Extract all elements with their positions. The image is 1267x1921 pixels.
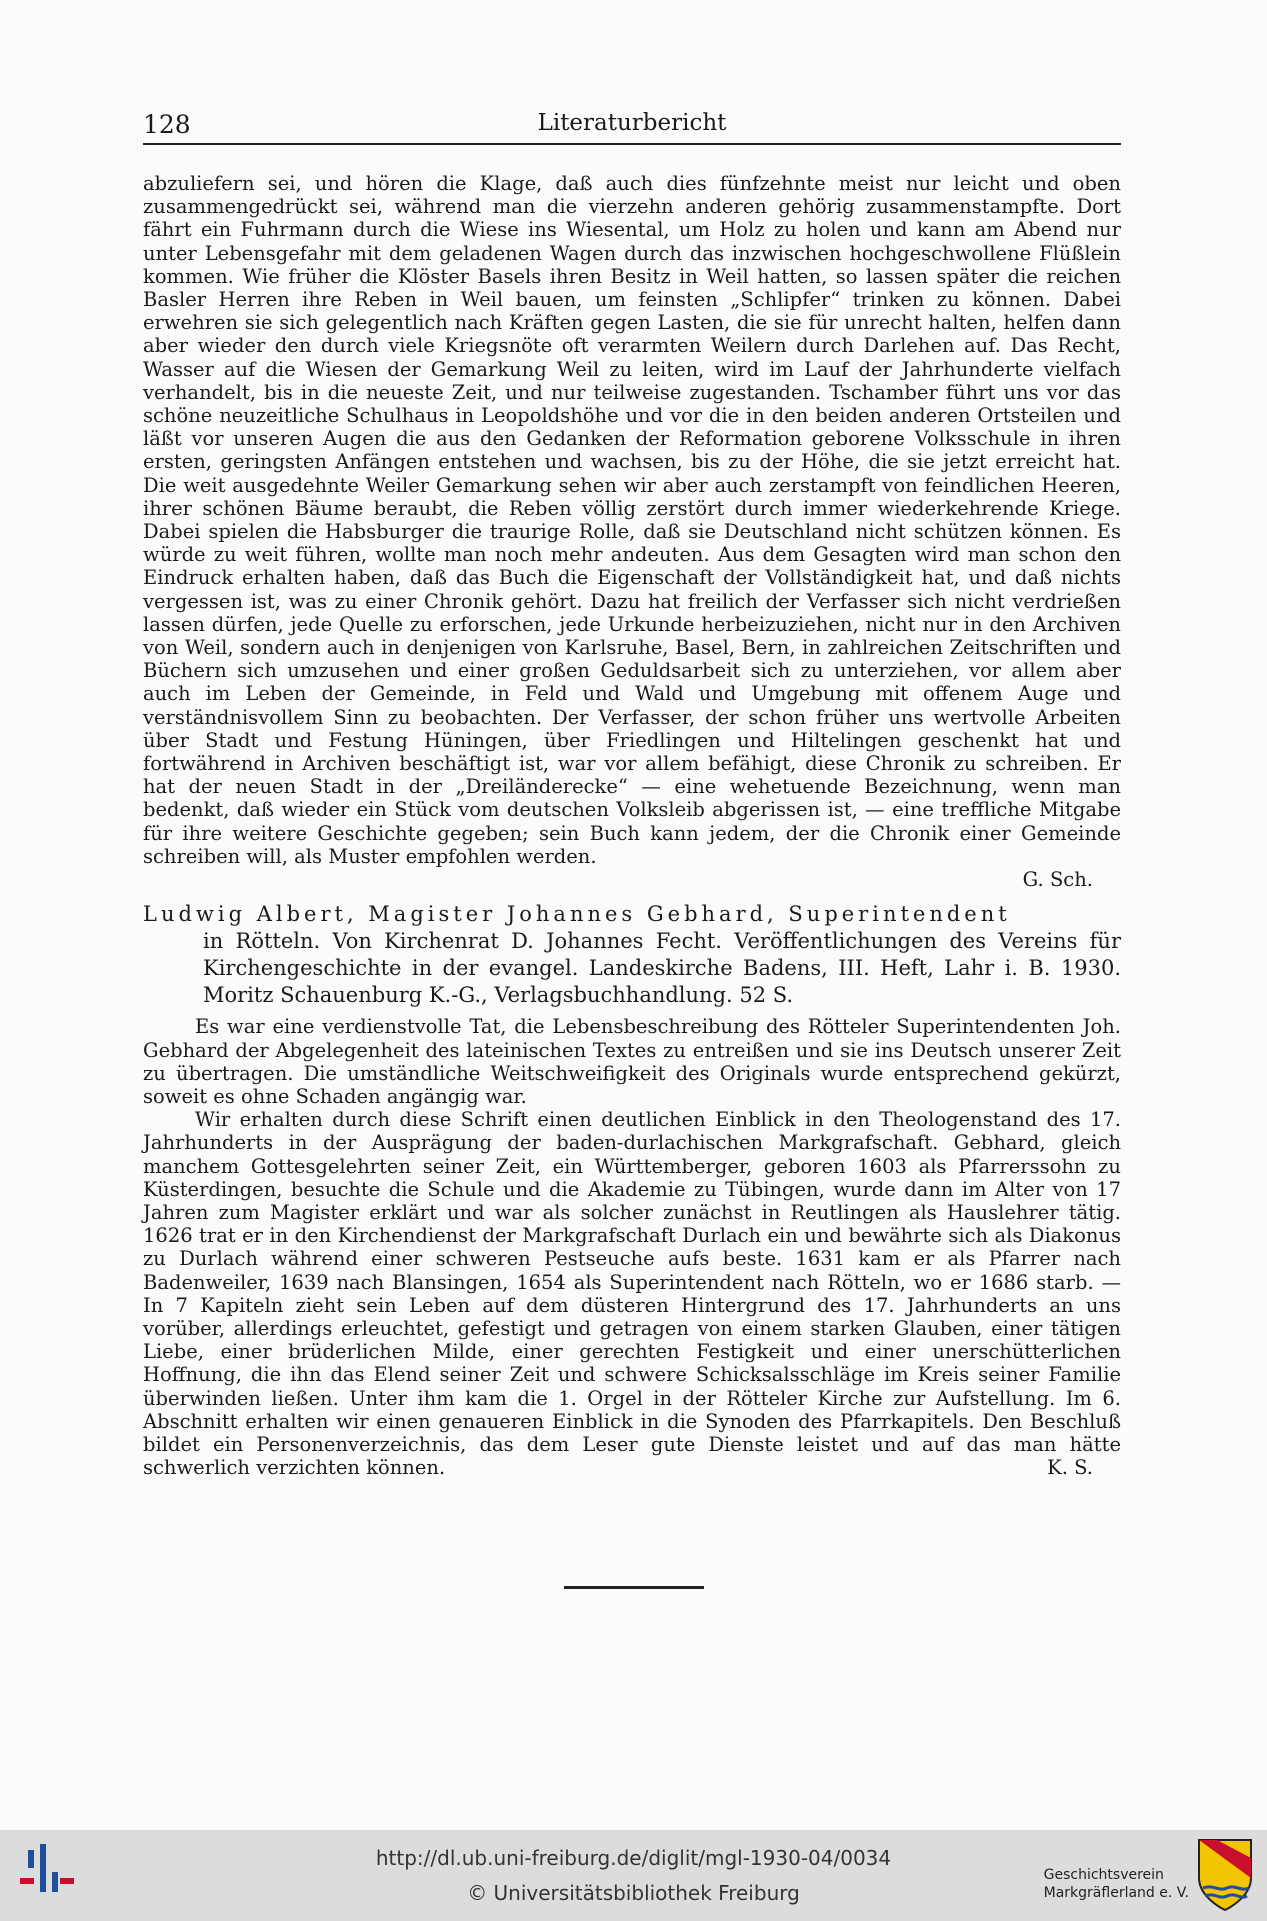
running-head: Literaturbericht xyxy=(537,110,727,136)
coat-of-arms-icon xyxy=(1197,1838,1253,1912)
society-name xyxy=(1044,1866,1189,1902)
review-signature-1: G. Sch. xyxy=(1022,868,1093,892)
society-line-2: Markgräflerland e. V. xyxy=(1043,1885,1189,1901)
bibliographic-entry xyxy=(143,901,1121,1009)
viewer-footer xyxy=(0,1830,1267,1921)
page-body xyxy=(143,172,1121,1479)
page-header xyxy=(143,108,1121,142)
review-paragraph-2: Es war eine verdienstvolle Tat, die Lebensbeschreibung des Rötteler Superintendenten Joh. Gebhard der Abgelegenheit des lateinischen Textes zu entreißen und sie ins Deutsch unserer Zeit zu übertragen. Die umständliche Weitschweifigkeit des Originals wurde entsprechend gekürzt, soweit es ohne Schaden angängig war. xyxy=(143,1015,1121,1108)
source-url-link[interactable]: http://dl.ub.uni-freiburg.de/diglit/mgl-1930-04/0034 xyxy=(375,1846,892,1870)
end-rule xyxy=(564,1586,704,1589)
header-rule xyxy=(143,143,1121,145)
review-paragraph-3 xyxy=(143,1108,1121,1479)
entry-title-line: Ludwig Albert, Magister Johannes Gebhard, Superintendent xyxy=(143,902,1011,927)
page-number: 128 xyxy=(143,110,191,139)
review-paragraph-3-text: Wir erhalten durch diese Schrift einen deutlichen Einblick in den Theologenstand des 17. Jahrhunderts in der Ausprägung der baden-durlachischen Markgrafschaft. Gebhard, gleich manchem Gottesgelehrten seiner Zeit, ein Württemberger, geboren 1603 als Pfarrerssohn zu Küsterdingen, besuchte die Schule und die Akademie zu Tübingen, wurde dann im Alter von 17 Jahren zum Magister erklärt und war als solcher zunächst in Reutlingen als Hauslehrer tätig. 1626 trat er in den Kirchendienst der Markgrafschaft Durlach ein und bewährte sich als Diakonus zu Durlach während einer schweren Pestseuche aufs beste. 1631 kam er als Pfarrer nach Badenweiler, 1639 nach Blansingen, 1654 als Superintendent nach Rötteln, wo er 1686 starb. — In 7 Kapiteln zieht sein Leben auf dem düsteren Hintergrund des 17. Jahrhunderts an uns vorüber, allerdings erleuchtet, gefestigt und getragen von einem starken Glauben, einer tätigen Liebe, einer brüderlichen Milde, einer gerechten Festigkeit und einer unerschütterlichen Hoffnung, die ihn das Elend seiner Zeit und schwere Schicksalsschläge im Kreis seiner Familie überwinden ließen. Unter ihm kam die 1. Orgel in der Rötteler Kirche zur Aufstellung. Im 6. Abschnitt erhalten wir einen genaueren Einblick in die Synoden des Pfarrkapitels. Den Beschluß bildet ein Personenverzeichnis, das dem Leser gute Dienste leistet und auf das man hätte schwerlich verzichten können. xyxy=(143,1108,1121,1480)
review-paragraph-1: abzuliefern sei, und hören die Klage, daß auch dies fünfzehnte meist nur leicht und oben zusammengedrückt sei, während man die vierzehn anderen gehörig zusammenstampfte. Dort fährt ein Fuhrmann durch die Wiese ins Wiesental, um Holz zu holen und kann am Abend nur unter Lebensgefahr mit dem geladenen Wagen durch das inzwischen hochgeschwollene Flüßlein kommen. Wie früher die Klöster Basels ihren Besitz in Weil hatten, so lassen später die reichen Basler Herren ihre Reben in Weil bauen, um feinsten „Schlipfer“ trinken zu können. Dabei erwehren sie sich gelegentlich nach Kräften gegen Lasten, die sie für unrecht halten, helfen dann aber wieder den durch viele Kriegsnöte oft verarmten Weilern durch Darlehen auf. Das Recht, Wasser auf die Wiesen der Gemarkung Weil zu leiten, wird im Lauf der Jahrhunderte vielfach verhandelt, bis in die neueste Zeit, und nur teilweise zugestanden. Tschamber führt uns vor das schöne neuzeitliche Schulhaus in Leopoldshöhe und vor die in den beiden anderen Ortsteilen und läßt vor unseren Augen die aus den Gedanken der Reformation geborene Volksschule in ihren ersten, geringsten Anfängen entstehen und wachsen, bis zu der Höhe, die sie jetzt erreicht hat. Die weit ausgedehnte Weiler Gemarkung sehen wir aber auch zerstampft von feindlichen Heeren, ihrer schönen Bäume beraubt, die Reben völlig zerstört durch immer wiederkehrende Kriege. Dabei spielen die Habsburger die traurige Rolle, daß sie Deutschland nicht schützen können. Es würde zu weit führen, wollte man noch mehr andeuten. Aus dem Gesagten wird man schon den Eindruck erhalten haben, daß das Buch die Eigenschaft der Vollständigkeit hat, und daß nichts vergessen ist, was zu einer Chronik gehört. Dazu hat freilich der Verfasser sich nicht verdrießen lassen dürfen, jede Quelle zu erforschen, jede Urkunde herbeizuziehen, nicht nur in den Archiven von Weil, sondern auch in denjenigen von Karlsruhe, Basel, Bern, in zahlreichen Zeitschriften und Büchern sich umzusehen und einer großen Geduldsarbeit sich zu unterziehen, vor allem aber auch im Leben der Gemeinde, in Feld und Wald und Umgebung mit offenem Auge und verständnisvollem Sinn zu beobachten. Der Verfasser, der schon früher uns wertvolle Arbeiten über Stadt und Festung Hüningen, über Friedlingen und Hiltelingen geschenkt hat und fortwährend in Archiven beschäftigt ist, war vor allem befähigt, diese Chronik zu schreiben. Er hat der neuen Stadt in der „Dreiländerecke“ — eine wehetuende Bezeichnung, wenn man bedenkt, daß wieder ein Stück vom deutschen Volksleib abgerissen ist, — eine treffliche Mitgabe für ihre weitere Geschichte gegeben; sein Buch kann jedem, der die Chronik einer Gemeinde schreiben will, als Muster empfohlen werden. xyxy=(143,172,1121,868)
society-line-1: Geschichtsverein xyxy=(1043,1867,1164,1883)
review-signature-2: K. S. xyxy=(1047,1456,1093,1480)
copyright-text: © Universitätsbibliothek Freiburg xyxy=(467,1881,800,1905)
entry-details: in Rötteln. Von Kirchenrat D. Johannes Fecht. Veröffentlichungen des Vereins für Kirchengeschichte in der evangel. Landeskirche Badens, III. Heft, Lahr i. B. 1930. Moritz Schauenburg K.-G., Verlagsbuchhandlung. 52 S. xyxy=(203,929,1121,1008)
